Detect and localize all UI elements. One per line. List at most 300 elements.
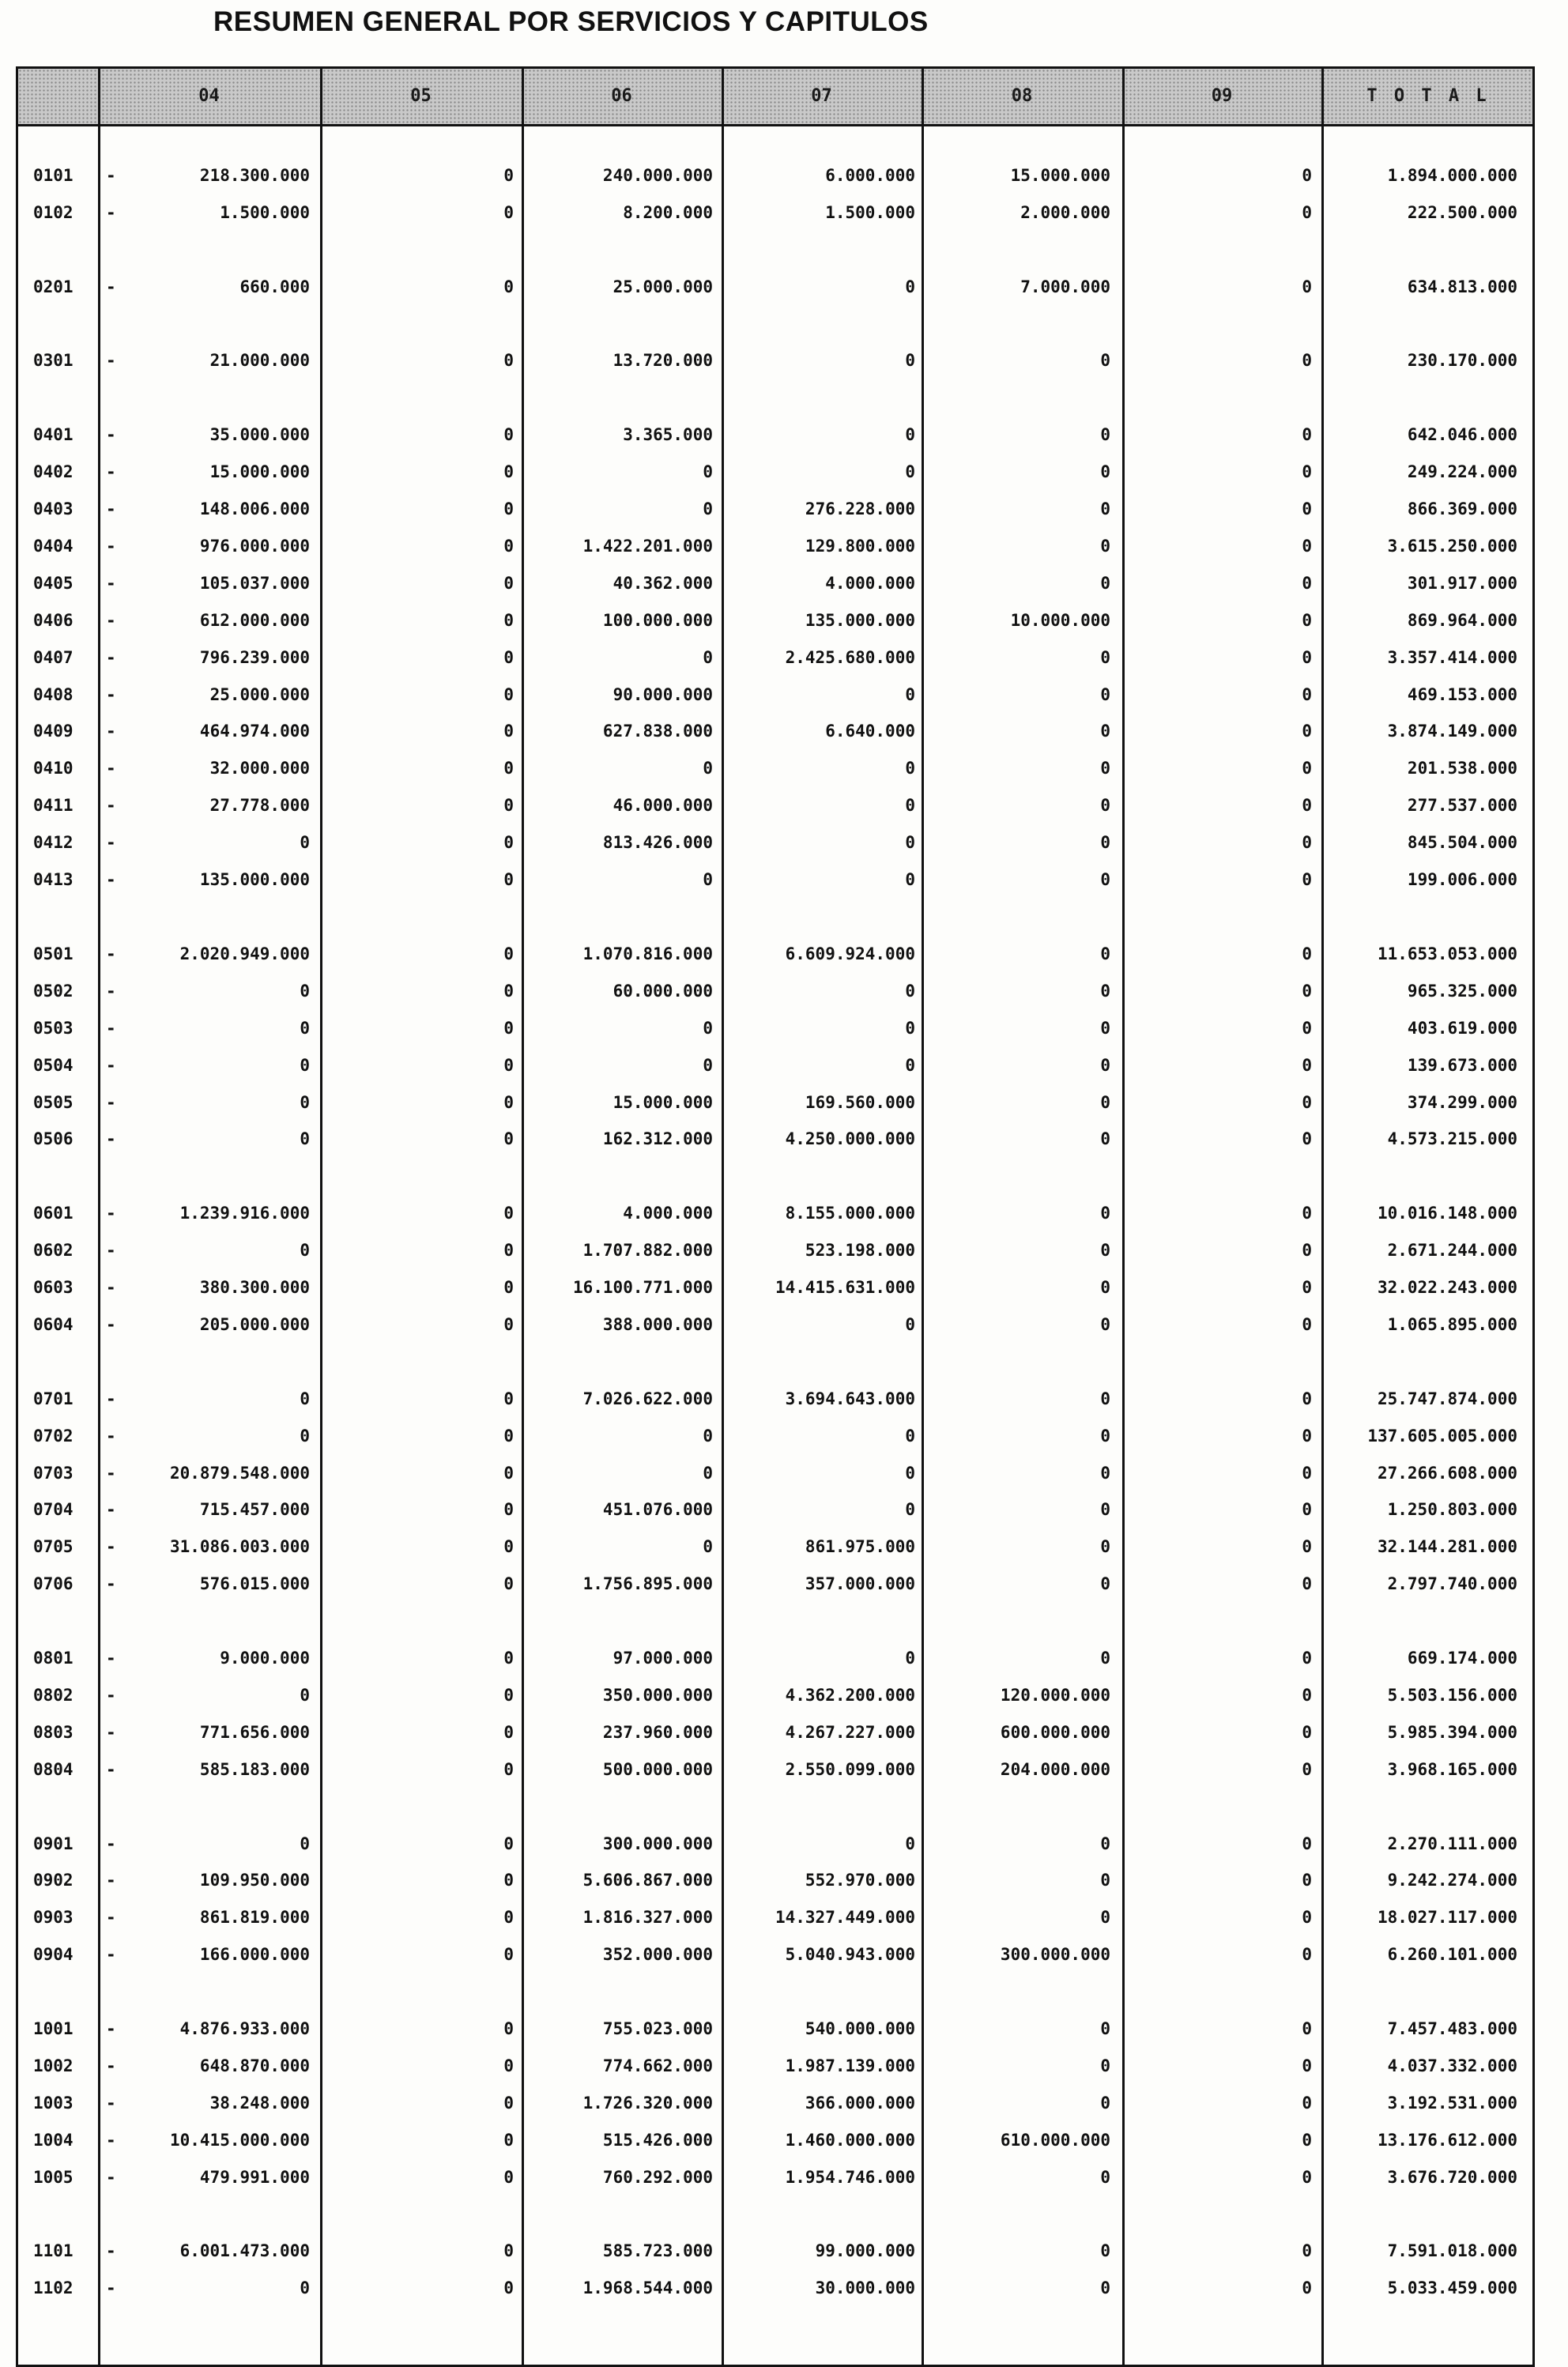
table-row — [0, 454, 1568, 490]
cell-c05: 0 — [503, 2131, 514, 2150]
cell-c06: 16.100.771.000 — [572, 1278, 713, 1297]
cell-total: 3.968.165.000 — [1387, 1760, 1517, 1779]
service-code: 0704 — [33, 1500, 74, 1519]
cell-c09: 0 — [1302, 425, 1312, 444]
cell-c09: 0 — [1302, 870, 1312, 889]
row-dash: - — [106, 277, 116, 296]
cell-c05: 0 — [503, 1427, 514, 1445]
service-code: 0706 — [33, 1574, 74, 1593]
cell-c04: 31.086.003.000 — [169, 1537, 310, 1556]
cell-c06: 515.426.000 — [602, 2131, 713, 2150]
cell-c07: 0 — [905, 685, 915, 704]
cell-c04: 21.000.000 — [209, 351, 310, 370]
cell-c09: 0 — [1302, 1649, 1312, 1668]
cell-c05: 0 — [503, 1574, 514, 1593]
service-code: 0404 — [33, 537, 74, 556]
cell-c06: 300.000.000 — [602, 1834, 713, 1853]
cell-c08: 0 — [1100, 870, 1110, 889]
cell-c07: 4.267.227.000 — [785, 1723, 915, 1742]
cell-c08: 0 — [1100, 425, 1110, 444]
cell-c06: 100.000.000 — [602, 611, 713, 630]
cell-c07: 1.954.746.000 — [785, 2168, 915, 2187]
table-row — [0, 342, 1568, 379]
cell-c05: 0 — [503, 1908, 514, 1927]
cell-c08: 0 — [1100, 685, 1110, 704]
row-dash: - — [106, 870, 116, 889]
cell-c04: 35.000.000 — [209, 425, 310, 444]
cell-c07: 5.040.943.000 — [785, 1945, 915, 1964]
cell-c09: 0 — [1302, 1871, 1312, 1890]
cell-c07: 169.560.000 — [805, 1093, 915, 1112]
row-dash: - — [106, 1019, 116, 1038]
cell-c05: 0 — [503, 982, 514, 1001]
cell-c07: 0 — [905, 277, 915, 296]
cell-c09: 0 — [1302, 1056, 1312, 1075]
cell-c07: 4.000.000 — [825, 574, 915, 593]
cell-c06: 240.000.000 — [602, 166, 713, 185]
cell-c08: 600.000.000 — [1000, 1723, 1110, 1742]
cell-c08: 0 — [1100, 1129, 1110, 1148]
row-dash: - — [106, 1315, 116, 1334]
header-col-08: 08 — [1011, 86, 1033, 106]
cell-c04: 976.000.000 — [199, 537, 310, 556]
cell-c07: 357.000.000 — [805, 1574, 915, 1593]
service-code: 1101 — [33, 2241, 74, 2260]
cell-c08: 10.000.000 — [1010, 611, 1110, 630]
cell-c04: 4.876.933.000 — [179, 2019, 310, 2038]
cell-total: 1.250.803.000 — [1387, 1500, 1517, 1519]
cell-total: 11.653.053.000 — [1377, 944, 1517, 963]
cell-c06: 1.422.201.000 — [582, 537, 713, 556]
cell-total: 5.985.394.000 — [1387, 1723, 1517, 1742]
cell-c04: 380.300.000 — [199, 1278, 310, 1297]
service-code: 0501 — [33, 944, 74, 963]
table-row — [0, 1047, 1568, 1084]
row-dash: - — [106, 1093, 116, 1112]
cell-c08: 0 — [1100, 1574, 1110, 1593]
table-row — [0, 1826, 1568, 1862]
service-code: 0903 — [33, 1908, 74, 1927]
cell-c07: 14.415.631.000 — [775, 1278, 915, 1297]
service-code: 0604 — [33, 1315, 74, 1334]
table-row — [0, 1528, 1568, 1565]
service-code: 0505 — [33, 1093, 74, 1112]
cell-c07: 540.000.000 — [805, 2019, 915, 2038]
cell-c06: 162.312.000 — [602, 1129, 713, 1148]
cell-c05: 0 — [503, 685, 514, 704]
cell-c04: 205.000.000 — [199, 1315, 310, 1334]
table-row — [0, 1010, 1568, 1046]
service-code: 0102 — [33, 203, 74, 222]
cell-c06: 237.960.000 — [602, 1723, 713, 1742]
cell-c06: 60.000.000 — [612, 982, 713, 1001]
table-row — [0, 936, 1568, 972]
cell-total: 222.500.000 — [1407, 203, 1517, 222]
service-code: 1002 — [33, 2056, 74, 2075]
cell-c08: 0 — [1100, 1093, 1110, 1112]
cell-c09: 0 — [1302, 685, 1312, 704]
cell-c04: 109.950.000 — [199, 1871, 310, 1890]
row-dash: - — [106, 1760, 116, 1779]
row-dash: - — [106, 166, 116, 185]
cell-c09: 0 — [1302, 944, 1312, 963]
cell-c09: 0 — [1302, 1723, 1312, 1742]
cell-c04: 0 — [300, 1093, 310, 1112]
cell-c08: 0 — [1100, 2168, 1110, 2187]
cell-total: 669.174.000 — [1407, 1649, 1517, 1668]
cell-total: 18.027.117.000 — [1377, 1908, 1517, 1927]
cell-c08: 0 — [1100, 2094, 1110, 2113]
cell-c04: 20.879.548.000 — [169, 1464, 310, 1483]
cell-c07: 0 — [905, 425, 915, 444]
row-dash: - — [106, 1574, 116, 1593]
table-row — [0, 491, 1568, 527]
cell-c09: 0 — [1302, 1686, 1312, 1705]
cell-c09: 0 — [1302, 574, 1312, 593]
row-dash: - — [106, 2241, 116, 2260]
cell-c07: 6.640.000 — [825, 722, 915, 741]
cell-c09: 0 — [1302, 537, 1312, 556]
row-dash: - — [106, 203, 116, 222]
row-dash: - — [106, 351, 116, 370]
table-row — [0, 528, 1568, 564]
cell-c09: 0 — [1302, 351, 1312, 370]
table-row — [0, 1121, 1568, 1157]
row-dash: - — [106, 833, 116, 852]
cell-c06: 0 — [703, 759, 713, 778]
cell-c05: 0 — [503, 1649, 514, 1668]
cell-c09: 0 — [1302, 1278, 1312, 1297]
cell-total: 2.671.244.000 — [1387, 1241, 1517, 1260]
cell-c06: 451.076.000 — [602, 1500, 713, 1519]
cell-c04: 796.239.000 — [199, 648, 310, 667]
cell-c08: 0 — [1100, 1834, 1110, 1853]
cell-c05: 0 — [503, 2168, 514, 2187]
cell-c08: 0 — [1100, 462, 1110, 481]
cell-c04: 1.500.000 — [220, 203, 310, 222]
cell-total: 4.573.215.000 — [1387, 1129, 1517, 1148]
cell-c09: 0 — [1302, 277, 1312, 296]
cell-c08: 0 — [1100, 1315, 1110, 1334]
table-row — [0, 1418, 1568, 1454]
service-code: 0301 — [33, 351, 74, 370]
row-dash: - — [106, 1129, 116, 1148]
cell-c06: 5.606.867.000 — [582, 1871, 713, 1890]
cell-c06: 350.000.000 — [602, 1686, 713, 1705]
cell-c05: 0 — [503, 425, 514, 444]
cell-c06: 388.000.000 — [602, 1315, 713, 1334]
cell-c08: 0 — [1100, 1204, 1110, 1223]
cell-c04: 9.000.000 — [220, 1649, 310, 1668]
cell-total: 301.917.000 — [1407, 574, 1517, 593]
service-code: 0703 — [33, 1464, 74, 1483]
row-dash: - — [106, 1537, 116, 1556]
cell-c04: 32.000.000 — [209, 759, 310, 778]
cell-total: 4.037.332.000 — [1387, 2056, 1517, 2075]
cell-total: 249.224.000 — [1407, 462, 1517, 481]
cell-c07: 2.550.099.000 — [785, 1760, 915, 1779]
cell-c04: 0 — [300, 1019, 310, 1038]
cell-c06: 97.000.000 — [612, 1649, 713, 1668]
cell-c07: 0 — [905, 1649, 915, 1668]
cell-c09: 0 — [1302, 1945, 1312, 1964]
row-dash: - — [106, 1464, 116, 1483]
cell-c08: 0 — [1100, 1389, 1110, 1408]
cell-c07: 4.362.200.000 — [785, 1686, 915, 1705]
cell-c05: 0 — [503, 2094, 514, 2113]
cell-c08: 15.000.000 — [1010, 166, 1110, 185]
cell-c06: 627.838.000 — [602, 722, 713, 741]
cell-c04: 2.020.949.000 — [179, 944, 310, 963]
table-row — [0, 194, 1568, 231]
cell-c04: 38.248.000 — [209, 2094, 310, 2113]
cell-c05: 0 — [503, 1464, 514, 1483]
cell-c07: 0 — [905, 1315, 915, 1334]
cell-c06: 0 — [703, 1464, 713, 1483]
cell-c09: 0 — [1302, 1760, 1312, 1779]
row-dash: - — [106, 1908, 116, 1927]
cell-c07: 1.987.139.000 — [785, 2056, 915, 2075]
cell-c07: 4.250.000.000 — [785, 1129, 915, 1148]
cell-c04: 0 — [300, 2278, 310, 2297]
cell-c09: 0 — [1302, 648, 1312, 667]
cell-c05: 0 — [503, 537, 514, 556]
cell-c04: 25.000.000 — [209, 685, 310, 704]
cell-c08: 0 — [1100, 2019, 1110, 2038]
cell-c05: 0 — [503, 1019, 514, 1038]
table-row — [0, 1232, 1568, 1268]
cell-total: 199.006.000 — [1407, 870, 1517, 889]
cell-c05: 0 — [503, 833, 514, 852]
cell-c06: 760.292.000 — [602, 2168, 713, 2187]
service-code: 0401 — [33, 425, 74, 444]
cell-c08: 0 — [1100, 1500, 1110, 1519]
cell-total: 3.676.720.000 — [1387, 2168, 1517, 2187]
cell-c05: 0 — [503, 1537, 514, 1556]
table-row — [0, 1306, 1568, 1343]
row-dash: - — [106, 1871, 116, 1890]
cell-c06: 46.000.000 — [612, 796, 713, 815]
cell-c09: 0 — [1302, 2131, 1312, 2150]
cell-total: 1.065.895.000 — [1387, 1315, 1517, 1334]
cell-c04: 1.239.916.000 — [179, 1204, 310, 1223]
table-row — [0, 1195, 1568, 1231]
table-row — [0, 861, 1568, 898]
cell-c07: 0 — [905, 833, 915, 852]
row-dash: - — [106, 1389, 116, 1408]
cell-c08: 7.000.000 — [1020, 277, 1110, 296]
cell-c09: 0 — [1302, 722, 1312, 741]
cell-c09: 0 — [1302, 2019, 1312, 2038]
cell-total: 5.033.459.000 — [1387, 2278, 1517, 2297]
cell-c04: 218.300.000 — [199, 166, 310, 185]
row-dash: - — [106, 1278, 116, 1297]
cell-c04: 0 — [300, 1427, 310, 1445]
cell-c05: 0 — [503, 2241, 514, 2260]
cell-c09: 0 — [1302, 1204, 1312, 1223]
cell-c04: 479.991.000 — [199, 2168, 310, 2187]
row-dash: - — [106, 1241, 116, 1260]
service-code: 0901 — [33, 1834, 74, 1853]
cell-c05: 0 — [503, 351, 514, 370]
row-dash: - — [106, 759, 116, 778]
cell-total: 642.046.000 — [1407, 425, 1517, 444]
cell-c06: 0 — [703, 1427, 713, 1445]
cell-c07: 8.155.000.000 — [785, 1204, 915, 1223]
service-code: 1004 — [33, 2131, 74, 2150]
table-row — [0, 2122, 1568, 2158]
cell-c08: 0 — [1100, 499, 1110, 518]
cell-c09: 0 — [1302, 166, 1312, 185]
table-row — [0, 1084, 1568, 1121]
cell-c09: 0 — [1302, 1908, 1312, 1927]
cell-c08: 0 — [1100, 944, 1110, 963]
table-row — [0, 416, 1568, 453]
cell-c04: 585.183.000 — [199, 1760, 310, 1779]
cell-c09: 0 — [1302, 1241, 1312, 1260]
cell-c05: 0 — [503, 2056, 514, 2075]
table-row — [0, 1381, 1568, 1417]
row-dash: - — [106, 462, 116, 481]
service-code: 1005 — [33, 2168, 74, 2187]
cell-c06: 13.720.000 — [612, 351, 713, 370]
table-row — [0, 1677, 1568, 1713]
service-code: 1102 — [33, 2278, 74, 2297]
table-row — [0, 1936, 1568, 1973]
table-row — [0, 1566, 1568, 1602]
cell-c05: 0 — [503, 203, 514, 222]
cell-c06: 813.426.000 — [602, 833, 713, 852]
table-row — [0, 2011, 1568, 2047]
cell-c07: 1.500.000 — [825, 203, 915, 222]
cell-total: 7.457.483.000 — [1387, 2019, 1517, 2038]
cell-total: 965.325.000 — [1407, 982, 1517, 1001]
table-row — [0, 750, 1568, 786]
cell-c08: 0 — [1100, 1241, 1110, 1260]
cell-c09: 0 — [1302, 2168, 1312, 2187]
cell-c06: 0 — [703, 1056, 713, 1075]
cell-c07: 0 — [905, 1500, 915, 1519]
cell-c04: 0 — [300, 1129, 310, 1148]
service-code: 0601 — [33, 1204, 74, 1223]
table-row — [0, 2085, 1568, 2121]
cell-c07: 366.000.000 — [805, 2094, 915, 2113]
cell-c09: 0 — [1302, 499, 1312, 518]
service-code: 0504 — [33, 1056, 74, 1075]
cell-total: 201.538.000 — [1407, 759, 1517, 778]
row-dash: - — [106, 537, 116, 556]
cell-c09: 0 — [1302, 1500, 1312, 1519]
cell-c07: 552.970.000 — [805, 1871, 915, 1890]
table-row — [0, 157, 1568, 194]
table-row — [0, 1640, 1568, 1676]
service-code: 0705 — [33, 1537, 74, 1556]
cell-c09: 0 — [1302, 203, 1312, 222]
table-row — [0, 713, 1568, 749]
cell-c06: 1.756.895.000 — [582, 1574, 713, 1593]
cell-total: 634.813.000 — [1407, 277, 1517, 296]
cell-c06: 755.023.000 — [602, 2019, 713, 2038]
row-dash: - — [106, 944, 116, 963]
cell-c09: 0 — [1302, 833, 1312, 852]
table-row — [0, 1751, 1568, 1788]
cell-c07: 0 — [905, 870, 915, 889]
row-dash: - — [106, 1500, 116, 1519]
row-dash: - — [106, 2094, 116, 2113]
cell-c09: 0 — [1302, 1427, 1312, 1445]
cell-total: 1.894.000.000 — [1387, 166, 1517, 185]
cell-c08: 0 — [1100, 1537, 1110, 1556]
table-row — [0, 602, 1568, 639]
service-code: 0803 — [33, 1723, 74, 1742]
cell-c04: 0 — [300, 1686, 310, 1705]
cell-c09: 0 — [1302, 2094, 1312, 2113]
table-row — [0, 2233, 1568, 2269]
cell-c05: 0 — [503, 2019, 514, 2038]
table-row — [0, 565, 1568, 601]
cell-c04: 648.870.000 — [199, 2056, 310, 2075]
cell-total: 469.153.000 — [1407, 685, 1517, 704]
cell-c09: 0 — [1302, 1093, 1312, 1112]
cell-total: 5.503.156.000 — [1387, 1686, 1517, 1705]
cell-c07: 523.198.000 — [805, 1241, 915, 1260]
header-col-05: 05 — [410, 86, 432, 106]
cell-c06: 0 — [703, 1537, 713, 1556]
cell-c05: 0 — [503, 1500, 514, 1519]
service-code: 0503 — [33, 1019, 74, 1038]
table-row — [0, 269, 1568, 305]
cell-total: 137.605.005.000 — [1367, 1427, 1517, 1445]
cell-c08: 0 — [1100, 833, 1110, 852]
cell-c05: 0 — [503, 1945, 514, 1964]
cell-c07: 6.609.924.000 — [785, 944, 915, 963]
cell-total: 32.144.281.000 — [1377, 1537, 1517, 1556]
cell-c08: 0 — [1100, 2241, 1110, 2260]
cell-c09: 0 — [1302, 1389, 1312, 1408]
cell-c09: 0 — [1302, 1464, 1312, 1483]
cell-c09: 0 — [1302, 2278, 1312, 2297]
table-row — [0, 639, 1568, 676]
service-code: 0413 — [33, 870, 74, 889]
table-row — [0, 2159, 1568, 2196]
cell-total: 3.874.149.000 — [1387, 722, 1517, 741]
cell-c04: 6.001.473.000 — [179, 2241, 310, 2260]
service-code: 0201 — [33, 277, 74, 296]
cell-c06: 0 — [703, 648, 713, 667]
service-code: 0409 — [33, 722, 74, 741]
cell-c05: 0 — [503, 759, 514, 778]
cell-c04: 576.015.000 — [199, 1574, 310, 1593]
row-dash: - — [106, 722, 116, 741]
cell-c08: 610.000.000 — [1000, 2131, 1110, 2150]
cell-c07: 0 — [905, 1464, 915, 1483]
table-row — [0, 2270, 1568, 2306]
cell-c07: 0 — [905, 759, 915, 778]
table-row — [0, 1862, 1568, 1898]
cell-c08: 0 — [1100, 2278, 1110, 2297]
cell-c08: 0 — [1100, 1464, 1110, 1483]
service-code: 0411 — [33, 796, 74, 815]
cell-c04: 15.000.000 — [209, 462, 310, 481]
cell-c04: 0 — [300, 1056, 310, 1075]
table-row — [0, 2048, 1568, 2084]
cell-c07: 276.228.000 — [805, 499, 915, 518]
service-code: 0801 — [33, 1649, 74, 1668]
cell-c08: 0 — [1100, 1649, 1110, 1668]
cell-c07: 3.694.643.000 — [785, 1389, 915, 1408]
cell-c05: 0 — [503, 796, 514, 815]
table-row — [0, 973, 1568, 1009]
